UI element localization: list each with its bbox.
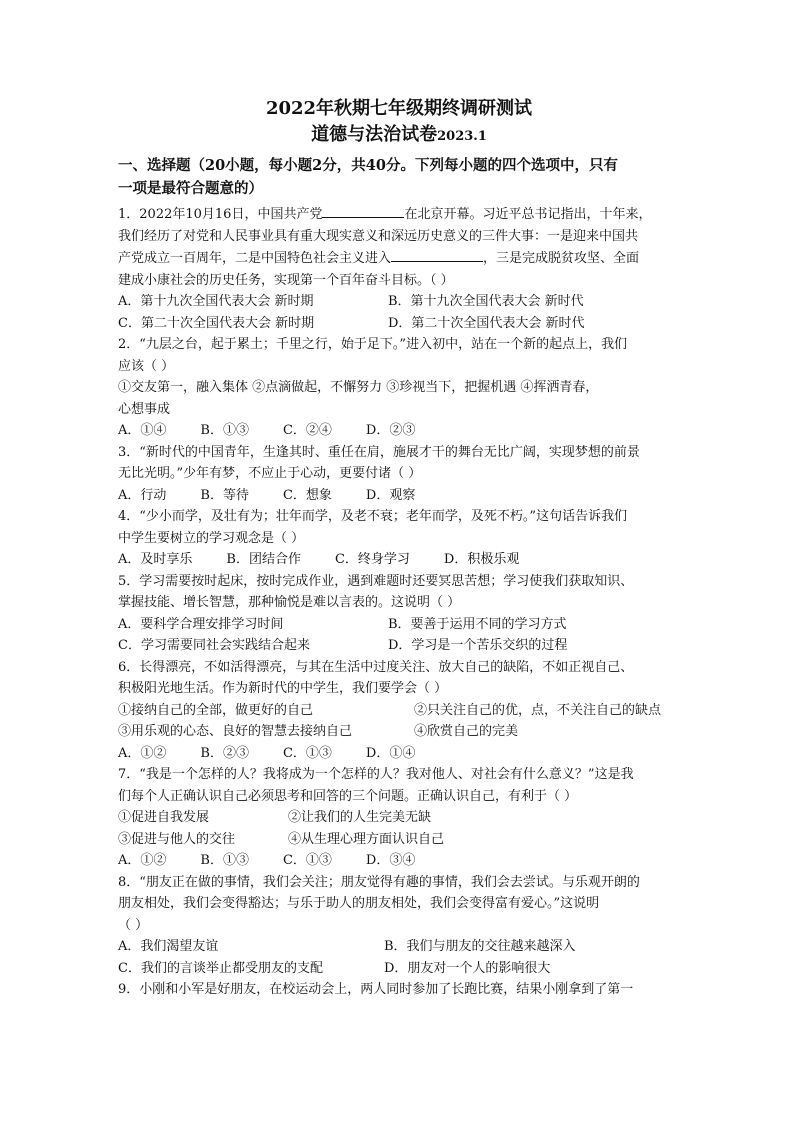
- statement-4: ④欣赏自己的完美: [414, 724, 519, 739]
- option-d: D．③④: [365, 853, 416, 868]
- option-d: D．第二十次全国代表大会 新时代: [388, 315, 585, 331]
- question-4-stem-line-1: 4．“少小而学，及壮有为；壮年而学，及老不衰；老年而学，及死不朽。”这句话告诉我们: [118, 509, 628, 524]
- statement-3: ③促进与他人的交往: [118, 831, 236, 847]
- option-b: B．要善于运用不同的学习方式: [388, 616, 567, 632]
- question-7-options: [118, 850, 680, 872]
- option-d: D．观察: [365, 487, 416, 503]
- question-1-options-row-2: [118, 313, 680, 335]
- question-1-options-row-1: [118, 291, 680, 313]
- exam-date: 2023.1: [437, 129, 487, 144]
- option-c: C．第二十次全国代表大会 新时期: [118, 315, 315, 331]
- question-8-options-row-1: [118, 936, 680, 958]
- option-c: C．终身学习: [334, 552, 410, 567]
- question-4-stem-line-2: 中学生要树立的学习观念是（ ）: [118, 530, 305, 546]
- option-d: D．学习是一个苦乐交织的过程: [388, 638, 568, 653]
- option-a: A．及时享乐: [118, 552, 193, 567]
- option-c: C．①③: [282, 745, 332, 761]
- question-8-stem-line-2: 朋友相处，我们会变得豁达；与乐于助人的朋友相处，我们会变得富有爱心。”这说明: [118, 896, 600, 911]
- option-c: C．想象: [282, 487, 332, 503]
- option-b: B．①③: [200, 423, 249, 438]
- option-c: C．②④: [282, 423, 332, 438]
- section-heading: [118, 154, 680, 200]
- exam-page: [118, 96, 680, 1001]
- question-8-stem-line-3: （ ）: [118, 917, 149, 933]
- option-a: A．要科学合理安排学习时间: [118, 616, 284, 632]
- option-c: C．我们的言谈举止都受朋友的支配: [118, 960, 323, 976]
- option-a: A．行动: [118, 487, 167, 503]
- question-5-options-row-2: [118, 635, 680, 657]
- section-heading-line1: 一、选择题（20小题，每小题2分，共40分。下列每小题的四个选项中，只有: [118, 157, 618, 174]
- statement-3: ③用乐观的心态、良好的智慧去接纳自己: [118, 724, 353, 739]
- option-b: B．②③: [200, 745, 249, 761]
- statement-2: ②只关注自己的优，点，不关注自己的缺点: [414, 702, 662, 718]
- answer-blank-2: [391, 247, 483, 262]
- question-7-statements-row-1: [118, 807, 680, 829]
- statement-1: ①促进自我发展: [118, 810, 210, 825]
- question-6-stem-line-1: 6．长得漂亮，不如活得漂亮，与其在生活中过度关注、放大自己的缺陷，不如正视自己、: [118, 659, 634, 675]
- option-d: D．积极乐观: [443, 552, 520, 567]
- option-a: A．①④: [118, 423, 167, 438]
- question-1-stem-line-1: 1．2022年10月16日，中国共产党 在北京开幕。习近平总书记指出，十年来，: [118, 203, 680, 226]
- answer-blank-1: [322, 203, 404, 218]
- question-7-statements-row-2: [118, 829, 680, 851]
- question-4-options: [118, 549, 680, 571]
- option-d: D．②③: [365, 423, 416, 438]
- subject-title: 道德与法治试卷: [311, 124, 438, 145]
- option-b: B．团结合作: [226, 552, 301, 567]
- option-b: B．等待: [200, 487, 249, 503]
- option-a: A．①②: [118, 853, 167, 868]
- question-5-options-row-1: [118, 614, 680, 636]
- option-b: B．第十九次全国代表大会 新时代: [388, 294, 584, 309]
- question-7-stem-line-2: 们每个人正确认识自己必须思考和回答的三个问题。正确认识自己，有利于（ ）: [118, 788, 578, 804]
- option-b: B．①③: [200, 853, 249, 868]
- question-7-stem-line-1: 7．“我是一个怎样的人？我将成为一个怎样的人？我对他人、对社会有什么意义？”这是我: [118, 767, 634, 782]
- question-5-stem-line-1: 5．学习需要按时起床，按时完成作业，遇到难题时还要冥思苦想；学习使我们获取知识、: [118, 573, 634, 589]
- statement-1: ①接纳自己的全部，做更好的自己: [118, 702, 314, 718]
- option-c: C．学习需要同社会实践结合起来: [118, 638, 310, 653]
- option-c: C．①③: [282, 853, 332, 868]
- question-1-stem-line-2: 我们经历了对党和人民事业具有重大现实意义和深远历史意义的三件大事：一是迎来中国共: [118, 228, 639, 244]
- question-2-stem-line-4: 心想事成: [118, 401, 171, 417]
- exam-title: 2022年秋期七年级期终调研测试: [265, 98, 533, 119]
- option-b: B．我们与朋友的交往越来越深入: [384, 939, 576, 954]
- option-d: D．①④: [365, 745, 416, 761]
- question-6-statements-row-1: [118, 700, 680, 722]
- question-3-stem-line-1: 3．“新时代的中国青年，生逢其时、重任在肩，施展才干的舞台无比广阔，实现梦想的前景: [118, 444, 640, 460]
- question-8-stem-line-1: 8．“朋友正在做的事情，我们会关注；朋友觉得有趣的事情，我们会去尝试。与乐观开朗的: [118, 874, 640, 890]
- question-6-stem-line-2: 积极阳光地生活。作为新时代的中学生，我们要学会（ ）: [118, 681, 448, 696]
- option-a: A．①②: [118, 745, 167, 761]
- option-a: A．第十九次全国代表大会 新时期: [118, 294, 314, 309]
- question-3-options: [118, 485, 680, 507]
- question-1-stem-line-3: 产党成立一百周年，二是中国特色社会主义进入 ，三是完成脱贫攻坚、全面: [118, 247, 680, 270]
- question-3-stem-line-2: 无比光明。”少年有梦，不应止于心动，更要付诸（ ）: [118, 466, 422, 481]
- statement-2: ②让我们的人生完美无缺: [288, 810, 432, 825]
- question-2-options: [118, 420, 680, 442]
- question-1-stem-line-4: 建成小康社会的历史任务，实现第一个百年奋斗目标。（ ）: [118, 272, 454, 288]
- statement-4: ④从生理心理方面认识自己: [288, 831, 445, 847]
- exam-subtitle: [118, 122, 680, 150]
- section-heading-line2: 一项是最符合题意的）: [118, 180, 263, 197]
- question-6-options: [118, 743, 680, 765]
- question-2-stem-line-3: ①交友第一，融入集体 ②点滴做起，不懈努力 ③珍视当下，把握机遇 ④挥洒青春，: [118, 380, 599, 395]
- option-a: A．我们渴望友谊: [118, 939, 219, 954]
- question-2-stem-line-2: 应该（ ）: [118, 358, 175, 374]
- option-d: D．朋友对一个人的影响很大: [384, 960, 551, 976]
- question-6-statements-row-2: [118, 721, 680, 743]
- question-2-stem-line-1: 2．“九层之台，起于累土；千里之行，始于足下。”进入初中，站在一个新的起点上，我们: [118, 337, 628, 352]
- question-9-stem-line-1: 9．小刚和小军是好朋友，在校运动会上，两人同时参加了长跑比赛，结果小刚拿到了第一: [118, 982, 634, 997]
- question-8-options-row-2: [118, 958, 680, 980]
- question-5-stem-line-2: 掌握技能、增长智慧，那种愉悦是难以言表的。这说明（ ）: [118, 595, 461, 610]
